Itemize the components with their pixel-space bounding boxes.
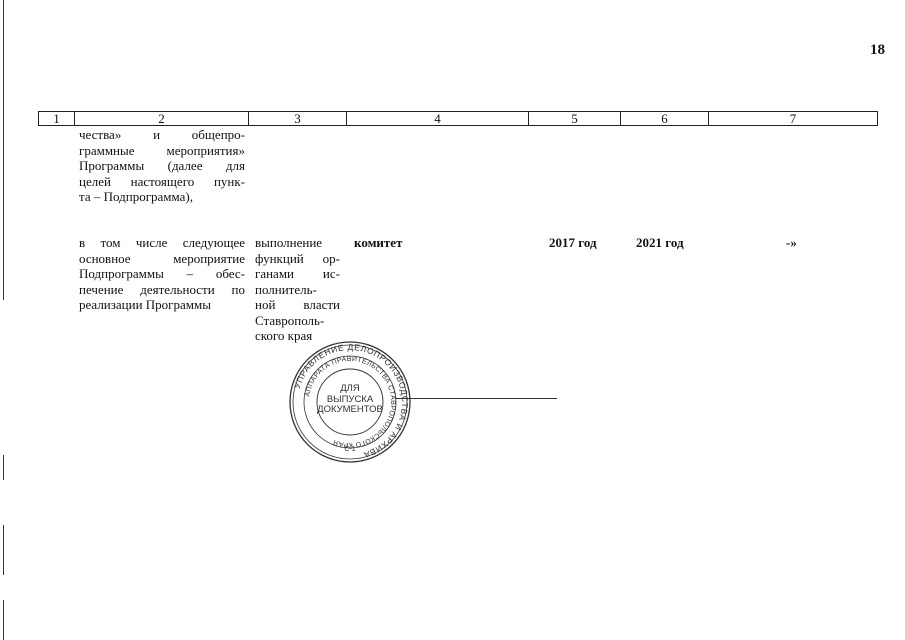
row2-col4-text: комитет xyxy=(354,235,403,250)
text-line: печение деятельности по xyxy=(79,281,245,297)
text-line: Программы (далее для xyxy=(79,158,245,173)
svg-text:УПРАВЛЕНИЕ ДЕЛОПРОИЗВОДСТВА И: УПРАВЛЕНИЕ ДЕЛОПРОИЗВОДСТВА И АРХИВА xyxy=(291,341,411,461)
scan-margin-line xyxy=(3,455,4,480)
scan-margin-line xyxy=(3,600,4,640)
svg-text:С-1: С-1 xyxy=(344,446,356,453)
stamp-center-line: ДОКУМЕНТОВ xyxy=(317,404,383,415)
row2-col6-text: 2021 год xyxy=(636,235,684,250)
header-cell-4: 4 xyxy=(347,112,529,125)
text-line: ганами ис- xyxy=(255,266,340,281)
table-header-row xyxy=(38,111,878,126)
text-line: ского края xyxy=(255,328,313,343)
header-cell-1: 1 xyxy=(39,112,75,125)
row1-col2-text xyxy=(79,127,245,205)
text-line: функций ор- xyxy=(255,250,340,266)
text-line: полнитель- xyxy=(255,281,317,297)
text-line: та – Подпрограмма), xyxy=(79,189,194,204)
text-line: граммные мероприятия» xyxy=(79,142,245,158)
header-cell-6: 6 xyxy=(621,112,709,125)
row2-col5-text: 2017 год xyxy=(549,235,597,250)
text-line: Подпрограммы – обес- xyxy=(79,266,245,281)
text-line: выполнение xyxy=(255,235,323,250)
text-line: реализации Программы xyxy=(79,297,211,312)
text-line: ной власти xyxy=(255,297,340,312)
stamp-center-line: ДЛЯ xyxy=(340,383,360,394)
header-cell-5: 5 xyxy=(529,112,621,125)
text-line: целей настоящего пунк- xyxy=(79,173,245,189)
svg-text:АППАРАТА ПРАВИТЕЛЬСТВА СТАВРОП: АППАРАТА ПРАВИТЕЛЬСТВА СТАВРОПОЛЬСКОГО КРАЯ xyxy=(304,355,397,449)
text-line: Ставрополь- xyxy=(255,312,325,328)
page-number: 18 xyxy=(870,42,885,58)
text-line: чества» и общепро- xyxy=(79,127,245,142)
header-cell-2: 2 xyxy=(75,112,249,125)
header-cell-7: 7 xyxy=(789,111,797,126)
scan-margin-line xyxy=(3,0,4,300)
row2-col7-text: -» xyxy=(786,235,797,250)
row2-col2-text xyxy=(79,235,245,313)
scan-margin-line xyxy=(3,525,4,575)
header-cell-3: 3 xyxy=(249,112,347,125)
row2-col3-text xyxy=(255,235,340,344)
text-line: основное мероприятие xyxy=(79,250,245,266)
text-line: в том числе следующее xyxy=(79,235,245,250)
signature-line xyxy=(395,398,557,399)
stamp-center-text xyxy=(312,384,388,416)
stamp-center-line: ВЫПУСКА xyxy=(326,393,374,405)
